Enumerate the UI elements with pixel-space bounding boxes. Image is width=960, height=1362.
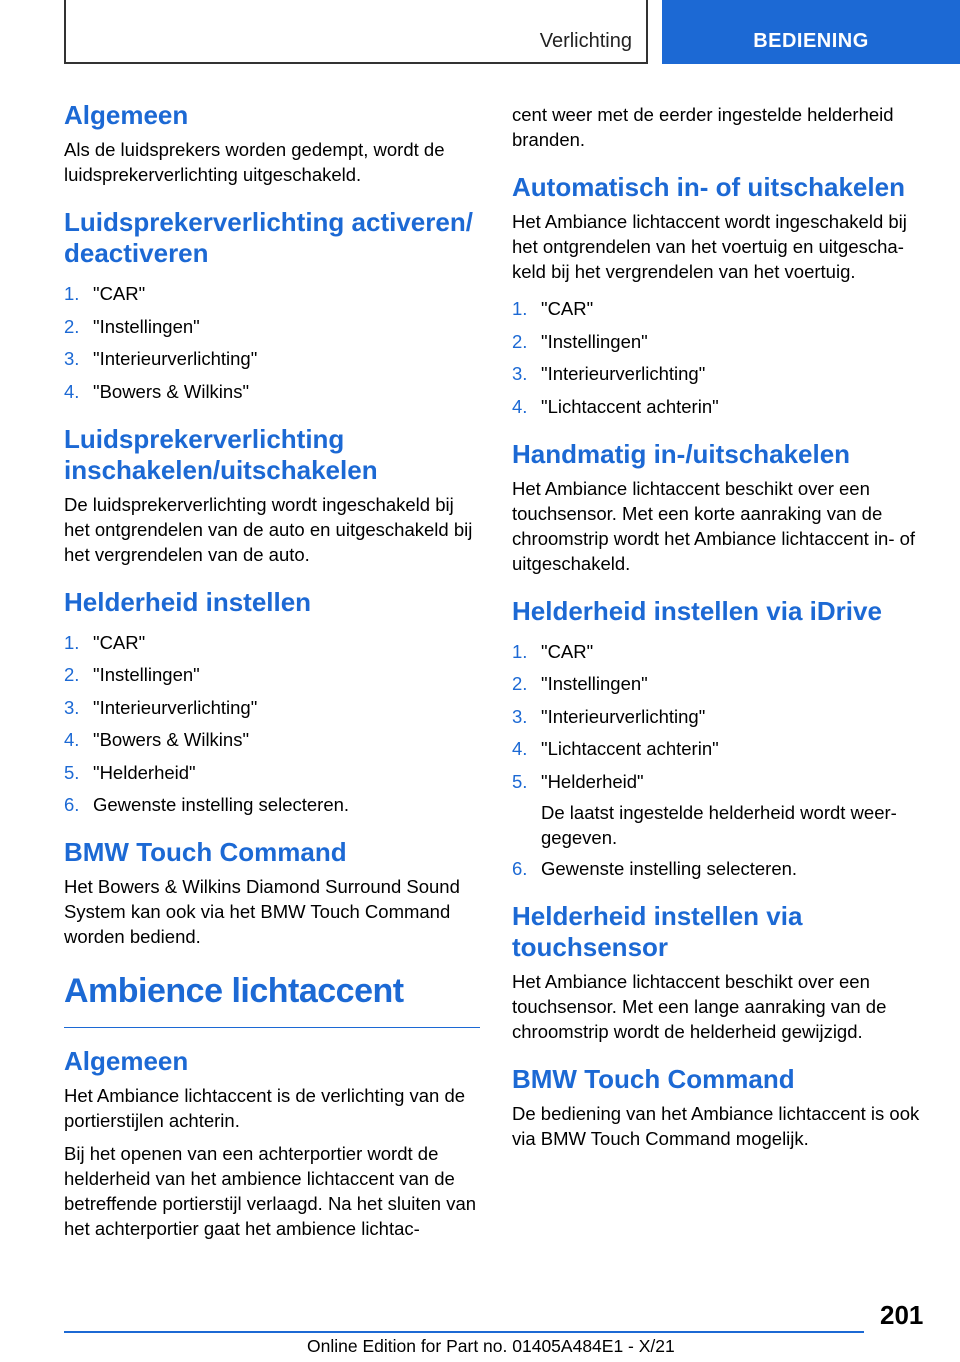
chapter-title: Ambience lichtaccent (64, 949, 480, 1028)
footer-edition: Online Edition for Part no. 01405A484E1 - X/21 (307, 1336, 675, 1356)
list-item: 2. "Instellingen" (512, 673, 648, 694)
step-list (64, 281, 480, 404)
step-list (512, 296, 926, 419)
list-item: 5. "Helderheid" (64, 761, 196, 783)
section-heading: Handmatig in-/uitschakelen (512, 438, 851, 469)
header-chapter-tab: BEDIENING (662, 0, 960, 64)
list-item: 2. "Instellingen" (512, 330, 648, 352)
section-heading: Automatisch in- of uitschakelen (512, 172, 905, 202)
left-column (64, 100, 480, 1241)
list-item: 1. "CAR" (512, 640, 594, 662)
section-heading: Helderheid instellen (64, 586, 312, 617)
list-item: 6. Gewenste instelling selecteren. (64, 794, 350, 815)
list-item: 4. "Lichtaccent achterin" (512, 395, 719, 417)
paragraph: Het Ambiance lichtaccent beschikt over een touchsensor. Met een lange aanraking van de chroomstrip wordt de helderheid gewijzigd. (512, 971, 887, 1042)
section-heading: Helderheid instellen via touchsensor (512, 901, 803, 962)
paragraph: Het Bowers & Wilkins Diamond Surround Sound System kan ook via het BMW Touch Command worden bediend. (64, 876, 460, 947)
paragraph: Het Ambiance lichtaccent wordt ingeschakeld bij het ontgrendelen van het voertuig en uitgescha- keld bij het vergrendelen van het voertuig. (512, 211, 907, 282)
header-section-title: Verlichting (539, 30, 632, 52)
step-list (512, 639, 926, 794)
step-note: De laatst ingestelde helderheid wordt weer- gegeven. (541, 802, 897, 848)
section-heading: Helderheid instellen via iDrive (512, 595, 882, 626)
list-item: 6. Gewenste instelling selecteren. (512, 858, 798, 879)
header-section-box (64, 0, 648, 64)
step-list (64, 630, 480, 818)
list-item: 1. "CAR" (64, 283, 146, 304)
right-column (512, 102, 926, 1151)
paragraph-continued: cent weer met de eerder ingestelde helderheid branden. (512, 104, 894, 150)
paragraph: De luidsprekerverlichting wordt ingeschakeld bij het ontgrendelen van de auto en uitgeschakeld bij het vergrendelen van de auto. (64, 493, 473, 565)
list-item: 3. "Interieurverlichting" (64, 348, 258, 369)
section-heading: Luidsprekerverlichting inschakelen/uitschakelen (64, 423, 378, 485)
list-item: 1. "CAR" (64, 631, 146, 653)
paragraph: Bij het openen van een achterportier wordt de helderheid van het ambience lichtaccent van de betreffende portierstijl verlaagd. Na het sluiten van het achterportier gaat het ambience lichtac- (64, 1143, 477, 1239)
list-item: 2. "Instellingen" (64, 315, 200, 337)
step-list (512, 856, 926, 881)
paragraph: Als de luidsprekers worden gedempt, wordt de luidsprekerverlichting uitgeschakeld. (64, 139, 445, 185)
list-item: 3. "Interieurverlichting" (512, 705, 706, 727)
list-item: 5. "Helderheid" (512, 770, 644, 792)
list-item: 1. "CAR" (512, 298, 594, 319)
paragraph: Het Ambiance lichtaccent is de verlichting van de portierstijlen achterin. (64, 1085, 466, 1131)
list-item: 4. "Lichtaccent achterin" (512, 738, 719, 759)
list-item: 4. "Bowers & Wilkins" (64, 729, 250, 750)
section-heading: BMW Touch Command (512, 1064, 795, 1094)
section-heading: Luidsprekerverlichting activeren/ deactiveren (64, 207, 473, 268)
list-item: 4. "Bowers & Wilkins" (64, 380, 250, 402)
list-item: 3. "Interieurverlichting" (512, 363, 706, 384)
section-heading: Algemeen (64, 1046, 189, 1076)
section-heading: Algemeen (64, 100, 189, 130)
list-item: 2. "Instellingen" (64, 664, 200, 685)
list-item: 3. "Interieurverlichting" (64, 696, 258, 718)
paragraph: Het Ambiance lichtaccent beschikt over een touchsensor. Met een korte aanraking van de chroomstrip wordt het Ambiance lichtaccent in- of uitgeschakeld. (512, 477, 916, 574)
section-heading: BMW Touch Command (64, 837, 347, 867)
page-number: 201 (880, 1300, 924, 1330)
paragraph: De bediening van het Ambiance lichtaccent is ook via BMW Touch Command mogelijk. (512, 1103, 920, 1149)
footer-divider (64, 1331, 864, 1333)
